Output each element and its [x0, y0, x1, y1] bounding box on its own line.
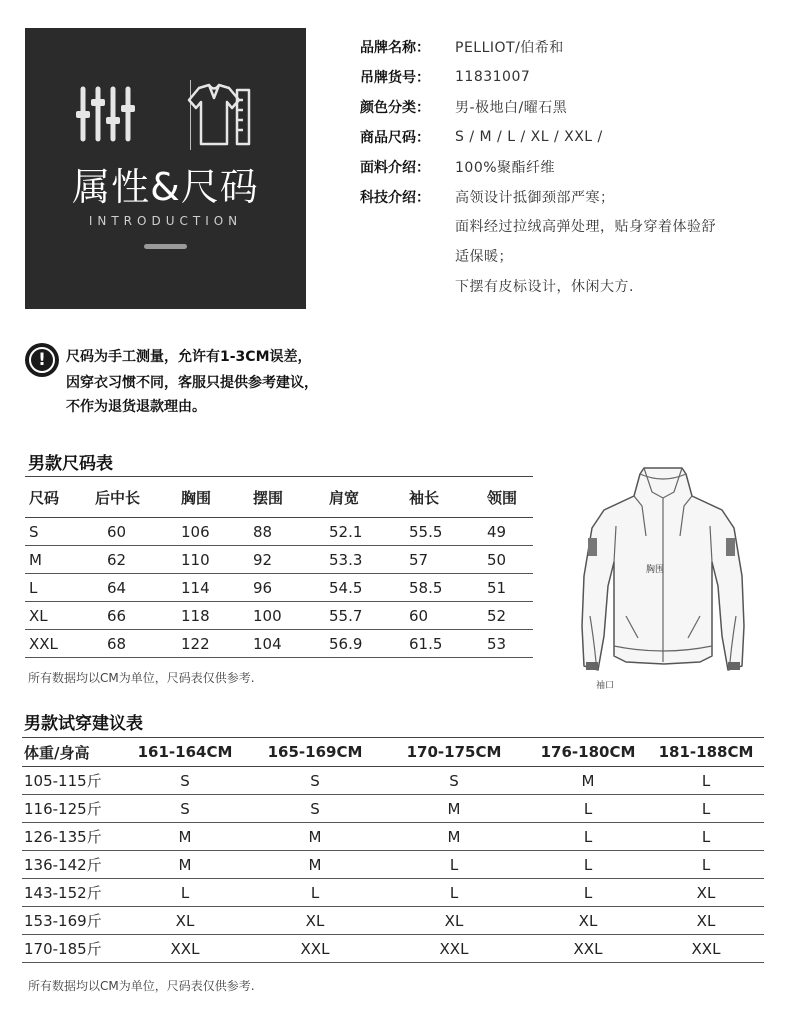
col-header: 176-180CM [528, 738, 648, 767]
jacket-diagram [572, 466, 752, 696]
tech-line: 适保暖； [455, 249, 513, 265]
col-header: 领围 [483, 477, 533, 518]
cell: XL [380, 907, 528, 935]
cell: XXL [380, 935, 528, 963]
attr-value: 100%聚酯纤维 [455, 160, 556, 176]
attr-tech [360, 182, 716, 212]
cell: XL [648, 879, 764, 907]
cell: 49 [483, 518, 533, 546]
cell: M [120, 851, 250, 879]
table-row [22, 767, 764, 795]
cell: L [528, 795, 648, 823]
cell: L [528, 879, 648, 907]
weight-cell: 116-125斤 [22, 795, 120, 823]
cell: XL [120, 907, 250, 935]
cuff-patch-right [728, 662, 740, 670]
cell: XXL [648, 935, 764, 963]
cell: 66 [91, 602, 177, 630]
cell: L [648, 823, 764, 851]
attr-size [360, 122, 716, 152]
attr-value: 11831007 [455, 69, 531, 85]
cell: 104 [249, 630, 325, 658]
cell: M [380, 795, 528, 823]
cell: S [120, 795, 250, 823]
cell: 122 [177, 630, 249, 658]
cell-size: M [25, 546, 91, 574]
shirt-ruler-icon [177, 82, 257, 148]
attr-value: PELLIOT/伯希和 [455, 40, 564, 56]
col-header: 肩宽 [325, 477, 405, 518]
cell: 55.7 [325, 602, 405, 630]
cell: 114 [177, 574, 249, 602]
table-row [22, 935, 764, 963]
cell: S [380, 767, 528, 795]
table-row [22, 795, 764, 823]
table-row [25, 630, 533, 658]
table-row [25, 518, 533, 546]
col-header: 165-169CM [250, 738, 380, 767]
table-row [22, 851, 764, 879]
weight-cell: 170-185斤 [22, 935, 120, 963]
col-header: 胸围 [177, 477, 249, 518]
col-header: 尺码 [25, 477, 91, 518]
size-chart-note: 所有数据均以CM为单位，尺码表仅供参考. [28, 671, 255, 685]
cell: 53.3 [325, 546, 405, 574]
cell: 62 [91, 546, 177, 574]
cell: M [528, 767, 648, 795]
cell: 52.1 [325, 518, 405, 546]
cell-size: XL [25, 602, 91, 630]
exclamation-icon: ! [25, 343, 59, 377]
table-header-row [22, 738, 764, 767]
cell: XL [528, 907, 648, 935]
chest-label: 胸围 [646, 565, 665, 575]
attr-label: 面料介绍： [360, 160, 430, 176]
attr-value: S / M / L / XL / XXL / [455, 129, 603, 145]
cell: L [528, 823, 648, 851]
cell: L [380, 879, 528, 907]
cell: XL [648, 907, 764, 935]
tech-line: 面料经过拉绒高弹处理，贴身穿着体验舒 [455, 219, 716, 235]
cell: 60 [405, 602, 483, 630]
cell: 64 [91, 574, 177, 602]
weight-cell: 153-169斤 [22, 907, 120, 935]
cell: M [120, 823, 250, 851]
cell: 92 [249, 546, 325, 574]
cell: 68 [91, 630, 177, 658]
size-chart-table [25, 476, 533, 658]
attr-value: 高领设计抵御颈部严寒； [455, 190, 615, 206]
cell: L [648, 851, 764, 879]
cell: 88 [249, 518, 325, 546]
attr-label: 商品尺码： [360, 130, 430, 146]
attributes-list [360, 32, 716, 302]
cell: 110 [177, 546, 249, 574]
cell: 56.9 [325, 630, 405, 658]
attr-fabric [360, 152, 716, 182]
cell: L [528, 851, 648, 879]
col-header: 161-164CM [120, 738, 250, 767]
cell: XL [250, 907, 380, 935]
cell: M [250, 851, 380, 879]
cell: 52 [483, 602, 533, 630]
col-header: 181-188CM [648, 738, 764, 767]
table-row [25, 546, 533, 574]
suggestion-note: 所有数据均以CM为单位，尺码表仅供参考. [28, 979, 255, 993]
suggestion-table [22, 737, 764, 963]
suggestion-title: 男款试穿建议表 [24, 714, 143, 734]
size-chart-title: 男款尺码表 [28, 454, 113, 474]
col-header: 袖长 [405, 477, 483, 518]
table-row [25, 574, 533, 602]
attr-label: 科技介绍： [360, 190, 430, 206]
weight-cell: 105-115斤 [22, 767, 120, 795]
col-header: 后中长 [91, 477, 177, 518]
banner-subtitle: INTRODUCTION [88, 214, 243, 228]
cell: 96 [249, 574, 325, 602]
cell: XXL [528, 935, 648, 963]
attr-label: 吊牌货号： [360, 70, 430, 86]
weight-cell: 143-152斤 [22, 879, 120, 907]
cell: 60 [91, 518, 177, 546]
cell: 100 [249, 602, 325, 630]
cell: 57 [405, 546, 483, 574]
cell: S [250, 767, 380, 795]
table-row [22, 823, 764, 851]
attr-color [360, 92, 716, 122]
cell: S [250, 795, 380, 823]
cell: M [250, 823, 380, 851]
cell: L [250, 879, 380, 907]
sliders-icon [75, 83, 137, 145]
col-header: 体重/身高 [22, 738, 120, 767]
cell: L [120, 879, 250, 907]
table-header-row [25, 477, 533, 518]
cell: M [380, 823, 528, 851]
cell: L [380, 851, 528, 879]
cell: 51 [483, 574, 533, 602]
cell: 118 [177, 602, 249, 630]
attr-label: 颜色分类： [360, 100, 430, 116]
sleeve-patch-left [588, 538, 597, 556]
sleeve-patch-right [726, 538, 735, 556]
notice-line: 因穿衣习惯不同，客服只提供参考建议， [66, 375, 318, 391]
intro-banner [25, 28, 306, 309]
col-header: 摆围 [249, 477, 325, 518]
cell: XXL [120, 935, 250, 963]
attr-brand [360, 32, 716, 62]
cuff-label: 袖口 [596, 681, 615, 691]
attr-label: 品牌名称： [360, 40, 430, 56]
cuff-patch-left [586, 662, 598, 670]
cell-size: XXL [25, 630, 91, 658]
cell: 106 [177, 518, 249, 546]
cell: L [648, 795, 764, 823]
cell: 58.5 [405, 574, 483, 602]
cell: 54.5 [325, 574, 405, 602]
cell: XXL [250, 935, 380, 963]
table-row [22, 879, 764, 907]
banner-bar [144, 244, 187, 249]
col-header: 170-175CM [380, 738, 528, 767]
cell-size: L [25, 574, 91, 602]
cell: L [648, 767, 764, 795]
table-row [22, 907, 764, 935]
table-row [25, 602, 533, 630]
weight-cell: 126-135斤 [22, 823, 120, 851]
cell: 50 [483, 546, 533, 574]
notice-line: 不作为退货退款理由。 [66, 399, 206, 415]
cell: 53 [483, 630, 533, 658]
weight-cell: 136-142斤 [22, 851, 120, 879]
banner-title: 属性&尺码 [72, 165, 259, 209]
cell: 55.5 [405, 518, 483, 546]
notice-line: 尺码为手工测量，允许有1-3CM误差， [66, 349, 312, 365]
cell: 61.5 [405, 630, 483, 658]
tech-line: 下摆有皮标设计，休闲大方. [455, 279, 634, 295]
cell-size: S [25, 518, 91, 546]
attr-sku [360, 62, 716, 92]
attr-value: 男-极地白/曜石黑 [455, 100, 568, 116]
cell: S [120, 767, 250, 795]
